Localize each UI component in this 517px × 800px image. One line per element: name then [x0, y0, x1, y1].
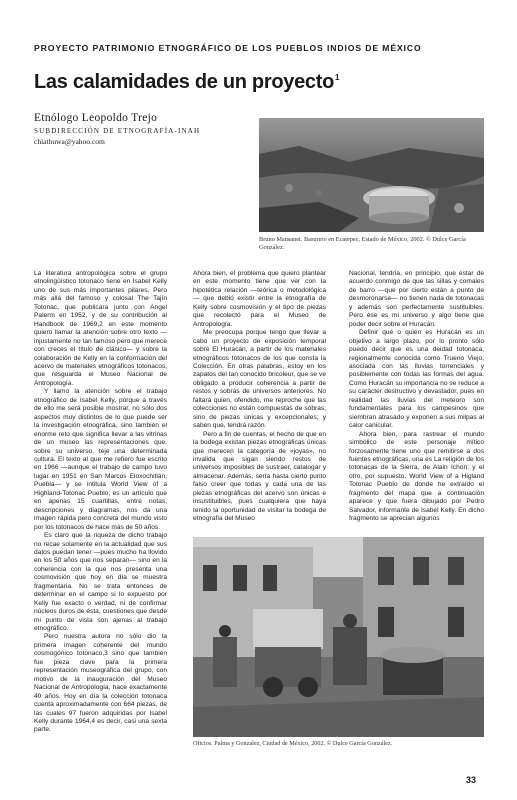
text-column-3: [349, 270, 484, 524]
photo-caption-street: Oficios. Palma y Gonzalez, Ciudad de México, 2002. © Dulce García González.: [193, 740, 393, 747]
running-header: PROYECTO PATRIMONIO ETNOGRÁFICO DE LOS PUEBLOS INDIOS DE MÉXICO: [34, 43, 422, 53]
photo-landfill: [259, 118, 484, 232]
article-title: [34, 71, 339, 94]
page-number: 33: [466, 775, 477, 785]
photo-caption-landfill: Bruno Mansanet. Basurero en Ecatepec, Estado de México, 2002. © Dulce García González.: [259, 236, 466, 251]
paragraph: Nacional, tendría, en principio, que estar de acuerdo conmigo de que las sillas y comales de barro —que por cierto están a punto de desmoronarse— no tienen nada de totonacas y además son perfectamente sustituibles. Pero ése es mi universo y algo tiene que poder decir sobre el Huracán.: [349, 270, 484, 328]
paragraph: Y llamo la atención sobre el trabajo etnográfico de Isabel Kelly, porque a través de ello me será posible mostrar, no sólo dos aspectos muy distintos de lo que puede ser la investigación etnográfica, sino también el enorme reto que significa llevar a las vitrinas de un museo las representaciones que, sobre su universo, teje una determinada cultura. El texto al que me refiero fue escrito en 1966 —aunque el trabajo de campo tuvo lugar en 1951 en San Marcos Eloxochitlán, Puebla— y se intitula World View of a Highland-Totonac Pueblo; es un artículo que en apenas 15 cuartillas, entre notas, descripciones y diagramas, nos da una imagen rápida pero concreta del mundo visto por los totonacos de hace más de 50 años.: [34, 388, 167, 531]
paragraph: Es claro que la riqueza de dicho trabajo no recae solamente en la actualidad que sus datos puedan tener —pues mucho ha llovido en los 50 años que nos separan— sino en la coherencia con la que nos presenta una cosmovisión que hoy en día se muestra fragmentaria. No se trata entonces de determinar en el campo si lo expuesto por Kelly fue exacto o verdad, ni de confirmar núcleos duros de ésta, cuestiones que desde mi punto de vista son ajenas al trabajo etnográfico.: [34, 532, 167, 633]
article-title-text: Las calamidades de un proyecto: [34, 71, 334, 93]
author-email[interactable]: chiathuwa@yahoo.com: [34, 137, 105, 146]
paragraph: Me preocupa porque tengo que llevar a cabo un proyecto de exposición temporal sobre El Huracán, a partir de los materiales etnográficos totonacos de los que consta la Colección. En otras palabras, estoy en los zapatos del tan conocido bricoleur, que se ve obligado a producir coherencia a partir de restos y sobras de universos anteriores. No faltará quien, ofendido, me reproche que las colecciones no están compuestas de sobras, sino de piezas únicas y excepcionales; y saben que, tendrá razón.: [193, 329, 326, 430]
text-column-1: [34, 270, 167, 735]
title-footnote-marker[interactable]: 1: [335, 73, 340, 82]
author-name: Etnólogo Leopoldo Trejo: [34, 112, 158, 124]
paragraph: Pero a fin de cuentas, el hecho de que en la bodega existan piezas etnográficas únicas que merecen la categoría de «joyas», no invalida que sigan siendo restos de universos imposibles de sustraer, catalogar y almacenar. Además, sería hasta cierto punto falso creer que todas y cada una de las piezas etnográficas del acervo son únicas e insustituibles, pues cualquiera que haya tenido la oportunidad de visitar la bodega de etnografía del Museo: [193, 430, 326, 523]
photo-street-image: [193, 537, 484, 737]
paragraph: Ahora bien, para rastrear el mundo simbólico de este personaje mítico forzosamente tiene uno que remitirse a dos fuentes etnográficas, una es La religión de los totonacas de la Sierra, de Alain Ichon; y el otro, por supuesto, World View of a Higland Totonac Pueblo de donde he extraído el fragmento del mapa que a continuación aparece y que fuera dibujado por Pedro Salvador, informante de Isabel Kelly. En dicho fragmento se aprecian algunos: [349, 430, 484, 523]
paragraph: Definir qué o quién es Huracán es un objetivo a largo plazo, por lo pronto sólo puedo decir que es una deidad totonaca, regionalmente conocida como Trueno Viejo, asociada con las lluvias torrenciales y posiblemente con todas las formas del agua. Como Huracán su importancia no se reduce a su carácter destructivo y devastador, pues en realidad las lluvias del meteoro son fundamentales para los campesinos que siembran atrasado y exponen a sus milpas al calor canicular.: [349, 329, 484, 430]
paragraph: Ahora bien, el problema que quiero plantear en este momento tiene que ver con la hipotética relación —teórica o metodológica— que debió existir entre la etnografía de Kelly sobre cosmovisión y el tipo de piezas que recolectó para el Museo de Antropología.: [193, 270, 326, 328]
photo-landfill-image: [259, 118, 484, 232]
photo-street: [193, 537, 484, 737]
author-affiliation: SUBDIRECCIÓN DE ETNOGRAFÍA-INAH: [34, 127, 201, 135]
paragraph: La literatura antropológica sobre el grupo etnolingüístico totonaco tiene en Isabel Kelly uno de sus más importantes pilares. Pero más allá del famoso y colosal The Tajín Totonac, que publicara junto con Angel Palerm en 1952, y de su contribución al Handbook de 1969,2 en este momento quiero llamar la atención sobre otro texto —injustamente no tan famoso pero que merece con creces el título de clásico— y sobre la colaboración de Kelly en la conformación del acervo de materiales etnográficos totonacos, que resguarda el Museo Nacional de Antropología.: [34, 270, 167, 387]
paragraph: Pero nuestra autora no sólo dio la primera imagen coherente del mundo cosmogónico totonaco,3 sino que también fue pieza clave para la primera representación museográfica del grupo, con motivo de la inauguración del Museo Nacional de Antropología, hace exactamente 40 años. Hoy en día la colección totonaca cuenta aproximadamente con 664 piezas, de las cuales 97 fueron adquiridas por Isabel Kelly durante 1964,4 es decir, casi una sexta parte.: [34, 633, 167, 734]
author-block: [34, 112, 200, 146]
text-column-2: [193, 270, 326, 524]
